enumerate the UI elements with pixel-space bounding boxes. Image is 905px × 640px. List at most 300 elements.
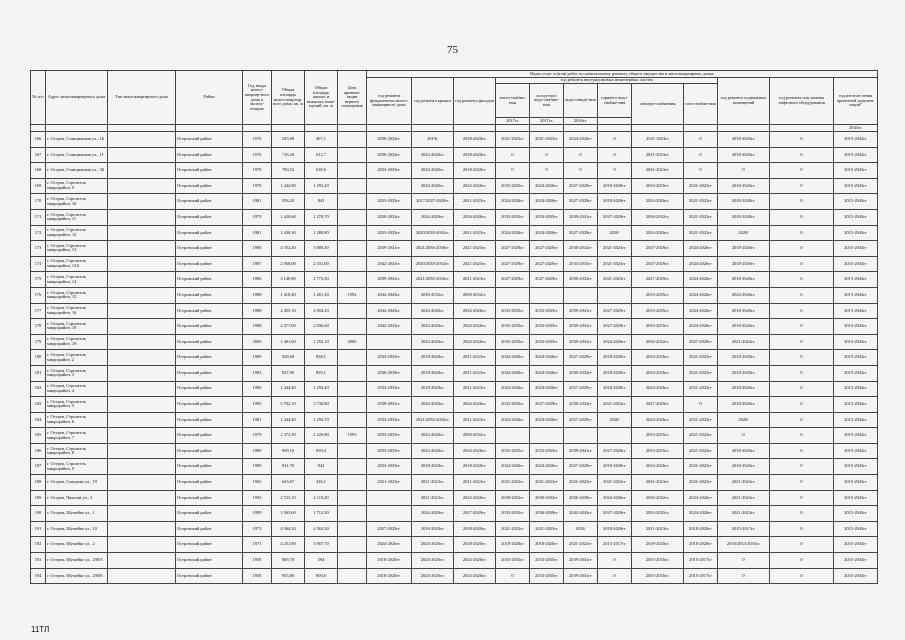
row-type — [108, 475, 176, 491]
row-sewer: 2027-2029гг — [564, 350, 598, 366]
row-elevator: 0 — [770, 334, 834, 350]
row-area-living: 1 294,70 — [305, 412, 338, 428]
row-elevator: 0 — [770, 287, 834, 303]
row-hot: 0 — [598, 163, 632, 179]
row-type — [108, 334, 176, 350]
row-privatization — [338, 553, 367, 569]
row-foundation — [367, 490, 412, 506]
row-basement: 2018-2020гг. — [718, 397, 770, 413]
row-year: 1988 — [243, 303, 272, 319]
col-address: Адрес многоквартирного дома — [46, 71, 108, 125]
table-row — [31, 163, 878, 179]
row-number: 183 — [31, 397, 46, 413]
row-cold: 2021-2023гг — [530, 132, 564, 148]
row-address: г. Остров, Шумейко ул., 2 — [46, 537, 108, 553]
row-year: 1987 — [243, 256, 272, 272]
row-year: 1980 — [243, 459, 272, 475]
row-year: 1980 — [243, 381, 272, 397]
row-area-living: 1 261,30 — [305, 287, 338, 303]
row-area-living: 3 730,80 — [305, 397, 338, 413]
row-district: Островский район — [176, 319, 243, 335]
row-number: 170 — [31, 194, 46, 210]
row-facade: 2027-2029гг. — [454, 506, 496, 522]
row-type — [108, 521, 176, 537]
row-heat: 2033-2035гг — [496, 506, 530, 522]
row-area-total: 928,60 — [272, 350, 305, 366]
carry-cold: 2017гг. — [530, 118, 564, 125]
row-year: 1979 — [243, 428, 272, 444]
row-privatization — [338, 397, 367, 413]
table-row — [31, 209, 878, 225]
row-area-total: 3 140,80 — [272, 272, 305, 288]
row-hot: 0 — [598, 568, 632, 584]
row-elec: 2021-2023гг — [632, 132, 684, 148]
row-address: г. Остров, Станционная ул., 3Б — [46, 163, 108, 179]
row-type — [108, 256, 176, 272]
eng-group-header: год ремонта внутридомовых инженерных систем — [496, 78, 718, 84]
row-elec: 2033-2035гг. — [632, 443, 684, 459]
row-gas: 2021-2023гг — [684, 209, 718, 225]
row-address: г. Остров, Строитель микрорайон, 2 — [46, 350, 108, 366]
row-address: г. Остров, Строитель микрорайон, 6 — [46, 412, 108, 428]
row-number: 180 — [31, 350, 46, 366]
row-year: 1976 — [243, 147, 272, 163]
row-area-total: 1 418,40 — [272, 287, 305, 303]
table-row — [31, 397, 878, 413]
row-roof: 2024-2026гг. — [412, 303, 454, 319]
row-roof: 2021/2030-2032гг. — [412, 412, 454, 428]
row-gas: 2024-2026гг — [684, 241, 718, 257]
carry-row-cell — [272, 125, 305, 132]
table-row — [31, 256, 878, 272]
row-facade: 2021-2023гг. — [454, 256, 496, 272]
row-elevator: 0 — [770, 428, 834, 444]
row-type — [108, 303, 176, 319]
row-elevator: 0 — [770, 397, 834, 413]
row-docs: 2015-2043гг — [834, 287, 878, 303]
carry-row-cell — [412, 125, 454, 132]
row-basement: 2018-2020гг. — [718, 443, 770, 459]
row-elevator: 0 — [770, 194, 834, 210]
row-docs: 2015-2043гг — [834, 365, 878, 381]
row-heat: 2027-2029гг — [496, 241, 530, 257]
row-area-total: 869,70 — [272, 553, 305, 569]
row-area-living: 842 — [305, 459, 338, 475]
table-row — [31, 568, 878, 584]
row-address: г. Остров, Шумейко ул., 1 — [46, 506, 108, 522]
row-district: Островский район — [176, 225, 243, 241]
row-elec: 2033-2035гг. — [632, 303, 684, 319]
row-sewer: 2024-2026гг — [564, 132, 598, 148]
row-elevator: 0 — [770, 553, 834, 569]
row-gas: 0 — [684, 163, 718, 179]
row-privatization — [338, 475, 367, 491]
row-area-total: 4 352,40 — [272, 241, 305, 257]
row-district: Островский район — [176, 537, 243, 553]
row-number: 172 — [31, 225, 46, 241]
row-elec: 2024-2026гг. — [632, 365, 684, 381]
row-docs: 2015-2043гг — [834, 163, 878, 179]
row-facade: 2024-2026гг. — [454, 553, 496, 569]
row-elec: 2030-2032гг. — [632, 209, 684, 225]
row-address: г. Остров, Строитель микрорайон, 5 — [46, 397, 108, 413]
row-year: 1979 — [243, 163, 272, 179]
row-area-total: 5 792,19 — [272, 397, 305, 413]
row-number: 179 — [31, 334, 46, 350]
row-elevator: 0 — [770, 350, 834, 366]
row-type — [108, 365, 176, 381]
row-type — [108, 241, 176, 257]
row-elec: 2033-2035гг. — [632, 506, 684, 522]
row-district: Островский район — [176, 428, 243, 444]
row-year: 1986 — [243, 241, 272, 257]
row-facade: 2021-2023гг. — [454, 241, 496, 257]
row-foundation: 2030-2032гг. — [367, 132, 412, 148]
row-facade: 2018-2020гг. — [454, 537, 496, 553]
row-hot: 2027-2029гг — [598, 443, 632, 459]
row-heat: 2033-2035гг — [496, 319, 530, 335]
row-privatization — [338, 521, 367, 537]
row-elevator: 0 — [770, 381, 834, 397]
row-hot: 2018-2020гг — [598, 381, 632, 397]
row-cold: 2036-2038гг — [530, 506, 564, 522]
row-docs: 2015-2043гг — [834, 475, 878, 491]
table-row — [31, 225, 878, 241]
row-foundation — [367, 178, 412, 194]
row-privatization — [338, 537, 367, 553]
row-cold: 2018-2020гг — [530, 537, 564, 553]
row-docs: 2015-2043гг — [834, 209, 878, 225]
row-heat: 2033-2035гг — [496, 178, 530, 194]
row-elec: 2027-2029гг. — [632, 256, 684, 272]
row-basement: 2018-2020гг. — [718, 241, 770, 257]
row-elevator: 0 — [770, 443, 834, 459]
row-address: г. Остров, Строитель микрорайон, 18 — [46, 319, 108, 335]
row-cold: 2027-2029гг — [530, 397, 564, 413]
row-roof: 2018-2020гг. — [412, 350, 454, 366]
col-hot: горячего водо-снабже-ния — [598, 84, 632, 118]
row-area-total: 1 373,30 — [272, 428, 305, 444]
row-number: 184 — [31, 412, 46, 428]
row-number: 181 — [31, 365, 46, 381]
row-heat: 2021-2023гг — [496, 475, 530, 491]
carry-row-cell — [454, 125, 496, 132]
row-basement: 2018-2020гг. — [718, 303, 770, 319]
row-type — [108, 428, 176, 444]
row-cold — [530, 287, 564, 303]
row-year: 1971 — [243, 537, 272, 553]
row-area-living: 859,1 — [305, 365, 338, 381]
carry-row-cell — [31, 125, 46, 132]
row-area-living: 1 229,80 — [305, 428, 338, 444]
row-number: 178 — [31, 319, 46, 335]
row-cold: 0 — [530, 147, 564, 163]
col-heat: тепло-снабже-ния — [496, 84, 530, 118]
row-number: 175 — [31, 272, 46, 288]
row-roof: 2021-2023гг. — [412, 475, 454, 491]
col-foundation: год ремонта фундаментов много-квартирного дома — [367, 78, 412, 125]
row-gas: 0 — [684, 397, 718, 413]
row-roof: 2018-2020гг. — [412, 459, 454, 475]
table-row — [31, 350, 878, 366]
row-type — [108, 553, 176, 569]
row-number: 166 — [31, 132, 46, 148]
row-address: г. Остров, Строитель микрорайон, 8 — [46, 443, 108, 459]
row-facade: 2018-2020гг. — [454, 147, 496, 163]
row-area-total: 941,70 — [272, 459, 305, 475]
carry-row-cell — [367, 125, 412, 132]
row-area-total: 939,10 — [272, 443, 305, 459]
row-number: 168 — [31, 163, 46, 179]
carry-row-cell — [176, 125, 243, 132]
row-roof: 2020/2030-2032гг. — [412, 225, 454, 241]
row-year: 1980 — [243, 350, 272, 366]
row-area-living: 2 773,50 — [305, 272, 338, 288]
row-sewer: 0 — [564, 147, 598, 163]
row-district: Островский район — [176, 241, 243, 257]
row-area-total: 937,90 — [272, 365, 305, 381]
row-heat: 2024-2026гг — [496, 412, 530, 428]
row-gas: 2018-2020гг — [684, 537, 718, 553]
row-roof: 2024-2026гг. — [412, 428, 454, 444]
row-gas: 2024-2026гг — [684, 287, 718, 303]
row-year: 1985 — [243, 397, 272, 413]
row-hot: 2018-2020гг — [598, 194, 632, 210]
row-number: 167 — [31, 147, 46, 163]
row-facade: 2021-2023гг. — [454, 412, 496, 428]
row-district: Островский район — [176, 194, 243, 210]
row-foundation: 2018-2020гг. — [367, 568, 412, 584]
row-basement: 2018-2020гг. — [718, 147, 770, 163]
row-basement: 2018-2020гг. — [718, 381, 770, 397]
row-area-living: 612,7 — [305, 147, 338, 163]
row-area-total: 1 442,80 — [272, 178, 305, 194]
row-facade: 2021-2023гг. — [454, 365, 496, 381]
row-year: 1958 — [243, 568, 272, 584]
row-facade: 2018-2020гг. — [454, 132, 496, 148]
row-cold: 2024-2026гг — [530, 459, 564, 475]
col-num: № п/п — [31, 71, 46, 125]
carry-docs: 2043гг. — [834, 125, 878, 132]
row-elec: 2021-2023гг. — [632, 147, 684, 163]
row-elec: 2024-2026гг. — [632, 225, 684, 241]
row-area-living: 2 004,20 — [305, 303, 338, 319]
row-heat: 2024-2026гг — [496, 350, 530, 366]
table-row — [31, 194, 878, 210]
row-roof: 2024-2026гг. — [412, 553, 454, 569]
row-area-living: 1 294,40 — [305, 381, 338, 397]
row-privatization — [338, 178, 367, 194]
row-elevator: 0 — [770, 412, 834, 428]
row-address: г. Остров, Строитель микрорайон, 19 — [46, 334, 108, 350]
row-year: 1976 — [243, 132, 272, 148]
row-heat: 2024-2026гг — [496, 381, 530, 397]
row-area-living: 1 252,10 — [305, 334, 338, 350]
row-number: 173 — [31, 241, 46, 257]
row-foundation: 2036-2038гг. — [367, 365, 412, 381]
row-docs: 2015-2043гг — [834, 553, 878, 569]
table-body — [31, 132, 878, 584]
row-address: г. Остров, Строитель микрорайон, 10 — [46, 194, 108, 210]
row-address: г. Остров, Шумейко ул., 2/006 — [46, 568, 108, 584]
footer-mark: 11ТЛ — [31, 625, 50, 634]
row-sewer: 2036-2038гг — [564, 490, 598, 506]
row-facade: 2024-2026гг. — [454, 397, 496, 413]
row-area-living: 1 278,70 — [305, 209, 338, 225]
row-district: Островский район — [176, 287, 243, 303]
row-elevator: 0 — [770, 178, 834, 194]
row-foundation: 2033-2035гг. — [367, 381, 412, 397]
row-district: Островский район — [176, 381, 243, 397]
row-area-total: 643,67 — [272, 475, 305, 491]
row-area-total: 1 430,30 — [272, 225, 305, 241]
row-area-total: 545,68 — [272, 132, 305, 148]
row-roof: 2021/2036-2038гг. — [412, 241, 454, 257]
row-docs: 2015-2043гг — [834, 225, 878, 241]
row-roof: 2021-2023гг. — [412, 490, 454, 506]
row-elec: 2024-2026гг. — [632, 350, 684, 366]
row-type — [108, 209, 176, 225]
row-docs: 2015-2043гг — [834, 334, 878, 350]
row-privatization — [338, 241, 367, 257]
row-gas: 2018-2020гг — [684, 521, 718, 537]
row-sewer: 2030-2032гг — [564, 365, 598, 381]
row-gas: 2024-2026гг — [684, 272, 718, 288]
row-gas: 2021-2023гг — [684, 365, 718, 381]
row-number: 188 — [31, 475, 46, 491]
row-basement: 2021-2023гг. — [718, 490, 770, 506]
row-sewer: 2021-2023гг — [564, 537, 598, 553]
row-foundation: 2030-2032гг. — [367, 147, 412, 163]
row-foundation: 2033-2035гг. — [367, 350, 412, 366]
table-row — [31, 147, 878, 163]
row-area-total: 2 568,00 — [272, 256, 305, 272]
row-hot: 2018-2020гг — [598, 521, 632, 537]
row-elevator: 0 — [770, 319, 834, 335]
row-gas: 2021-2023гг — [684, 381, 718, 397]
row-docs: 2015-2043гг — [834, 397, 878, 413]
row-area-living: 1 280,80 — [305, 225, 338, 241]
row-address: г. Остров, Строитель микрорайон, 7 — [46, 428, 108, 444]
row-heat: 2024-2026гг — [496, 365, 530, 381]
row-roof: 2024-2026гг. — [412, 506, 454, 522]
row-hot: 0 — [598, 147, 632, 163]
col-privatization: Дата привати-зации первого помещения — [338, 71, 367, 125]
row-sewer: 2039-2041гг — [564, 303, 598, 319]
row-cold: 2033-2035гг — [530, 303, 564, 319]
carry-row-cell — [108, 125, 176, 132]
row-area-total: 1 444,40 — [272, 381, 305, 397]
row-type — [108, 412, 176, 428]
row-basement: 0 — [718, 553, 770, 569]
row-cold: 2027-2029гг — [530, 272, 564, 288]
row-sewer: 2027-2029гг — [564, 178, 598, 194]
carry-sewer: 2020гг. — [564, 118, 598, 125]
row-area-total: 716,20 — [272, 147, 305, 163]
row-elevator: 0 — [770, 303, 834, 319]
row-foundation: 2018-2020гг. — [367, 553, 412, 569]
row-hot: 2024-2026гг — [598, 490, 632, 506]
row-docs: 2015-2043гг — [834, 490, 878, 506]
row-address: г. Остров, Шумейко ул., 10 — [46, 521, 108, 537]
row-basement: 2018-2020гг. — [718, 350, 770, 366]
row-area-total: 1 401,60 — [272, 334, 305, 350]
row-sewer: 2039-2041гг — [564, 334, 598, 350]
row-facade: 2018-2020гг. — [454, 163, 496, 179]
row-elec: 2030-2032гг. — [632, 490, 684, 506]
row-foundation: 2042-2043гг. — [367, 303, 412, 319]
row-docs: 2015-2043гг — [834, 537, 878, 553]
row-elec: 2024-2026гг. — [632, 412, 684, 428]
row-gas: 2015-2017гг — [684, 553, 718, 569]
table-row — [31, 334, 878, 350]
row-roof: 2024-2026гг. — [412, 319, 454, 335]
col-roof: год ремонта крыши — [412, 78, 454, 125]
row-sewer: 2039-2041гг — [564, 568, 598, 584]
row-year: 1980 — [243, 443, 272, 459]
row-area-living: 1 293,20 — [305, 178, 338, 194]
row-basement: 2018-2020гг. — [718, 209, 770, 225]
row-cold: 2024-2026гг — [530, 412, 564, 428]
row-district: Островский район — [176, 459, 243, 475]
row-number: 182 — [31, 381, 46, 397]
row-area-total: 2 477,00 — [272, 319, 305, 335]
row-heat: 2018-2020гг — [496, 537, 530, 553]
carry-row-cell — [684, 125, 718, 132]
row-cold: 2024-2026гг — [530, 365, 564, 381]
page-number: 75 — [447, 44, 458, 56]
row-type — [108, 194, 176, 210]
row-docs: 2015-2043гг — [834, 178, 878, 194]
carry-row-cell — [598, 125, 632, 132]
row-elevator: 0 — [770, 132, 834, 148]
row-facade: 2024-2026гг. — [454, 209, 496, 225]
row-sewer: 2039-2041гг — [564, 209, 598, 225]
row-sewer: 2021-2023гг — [564, 475, 598, 491]
row-district: Островский район — [176, 209, 243, 225]
row-gas: 2021-2023гг — [684, 459, 718, 475]
col-gas: газо-снабже-ния — [684, 84, 718, 125]
row-facade: 2021-2023гг. — [454, 475, 496, 491]
row-elevator: 0 — [770, 225, 834, 241]
row-heat — [496, 428, 530, 444]
row-hot: 2018-2020гг — [598, 459, 632, 475]
table-row — [31, 287, 878, 303]
row-sewer: 2027-2029гг — [564, 225, 598, 241]
carry-hot — [598, 118, 632, 125]
row-foundation — [367, 506, 412, 522]
row-address: г. Остров, Шумейко ул., 2/003 — [46, 553, 108, 569]
row-cold: 0 — [530, 163, 564, 179]
works-group-header: Виды услуг и (или) работ по капитальному ремонту общего имущества в многоквартирных домах — [367, 71, 878, 78]
row-roof: 2024-2026гг. — [412, 178, 454, 194]
row-number: 185 — [31, 428, 46, 444]
col-docs: год изготов-ления проектной докумен-тации* — [834, 78, 878, 125]
row-foundation: 2039-2041гг. — [367, 241, 412, 257]
row-hot — [598, 287, 632, 303]
row-area-total: 1 963,60 — [272, 506, 305, 522]
row-foundation: 2033-2035гг. — [367, 163, 412, 179]
row-elec: 2021-2023гг. — [632, 475, 684, 491]
row-area-living: 2 331,00 — [305, 256, 338, 272]
row-type — [108, 568, 176, 584]
row-roof: 2024-2026гг. — [412, 537, 454, 553]
row-privatization — [338, 303, 367, 319]
row-basement: 2021-2023гг. — [718, 506, 770, 522]
table-row — [31, 365, 878, 381]
row-district: Островский район — [176, 490, 243, 506]
row-foundation: 2039-2041гг. — [367, 397, 412, 413]
